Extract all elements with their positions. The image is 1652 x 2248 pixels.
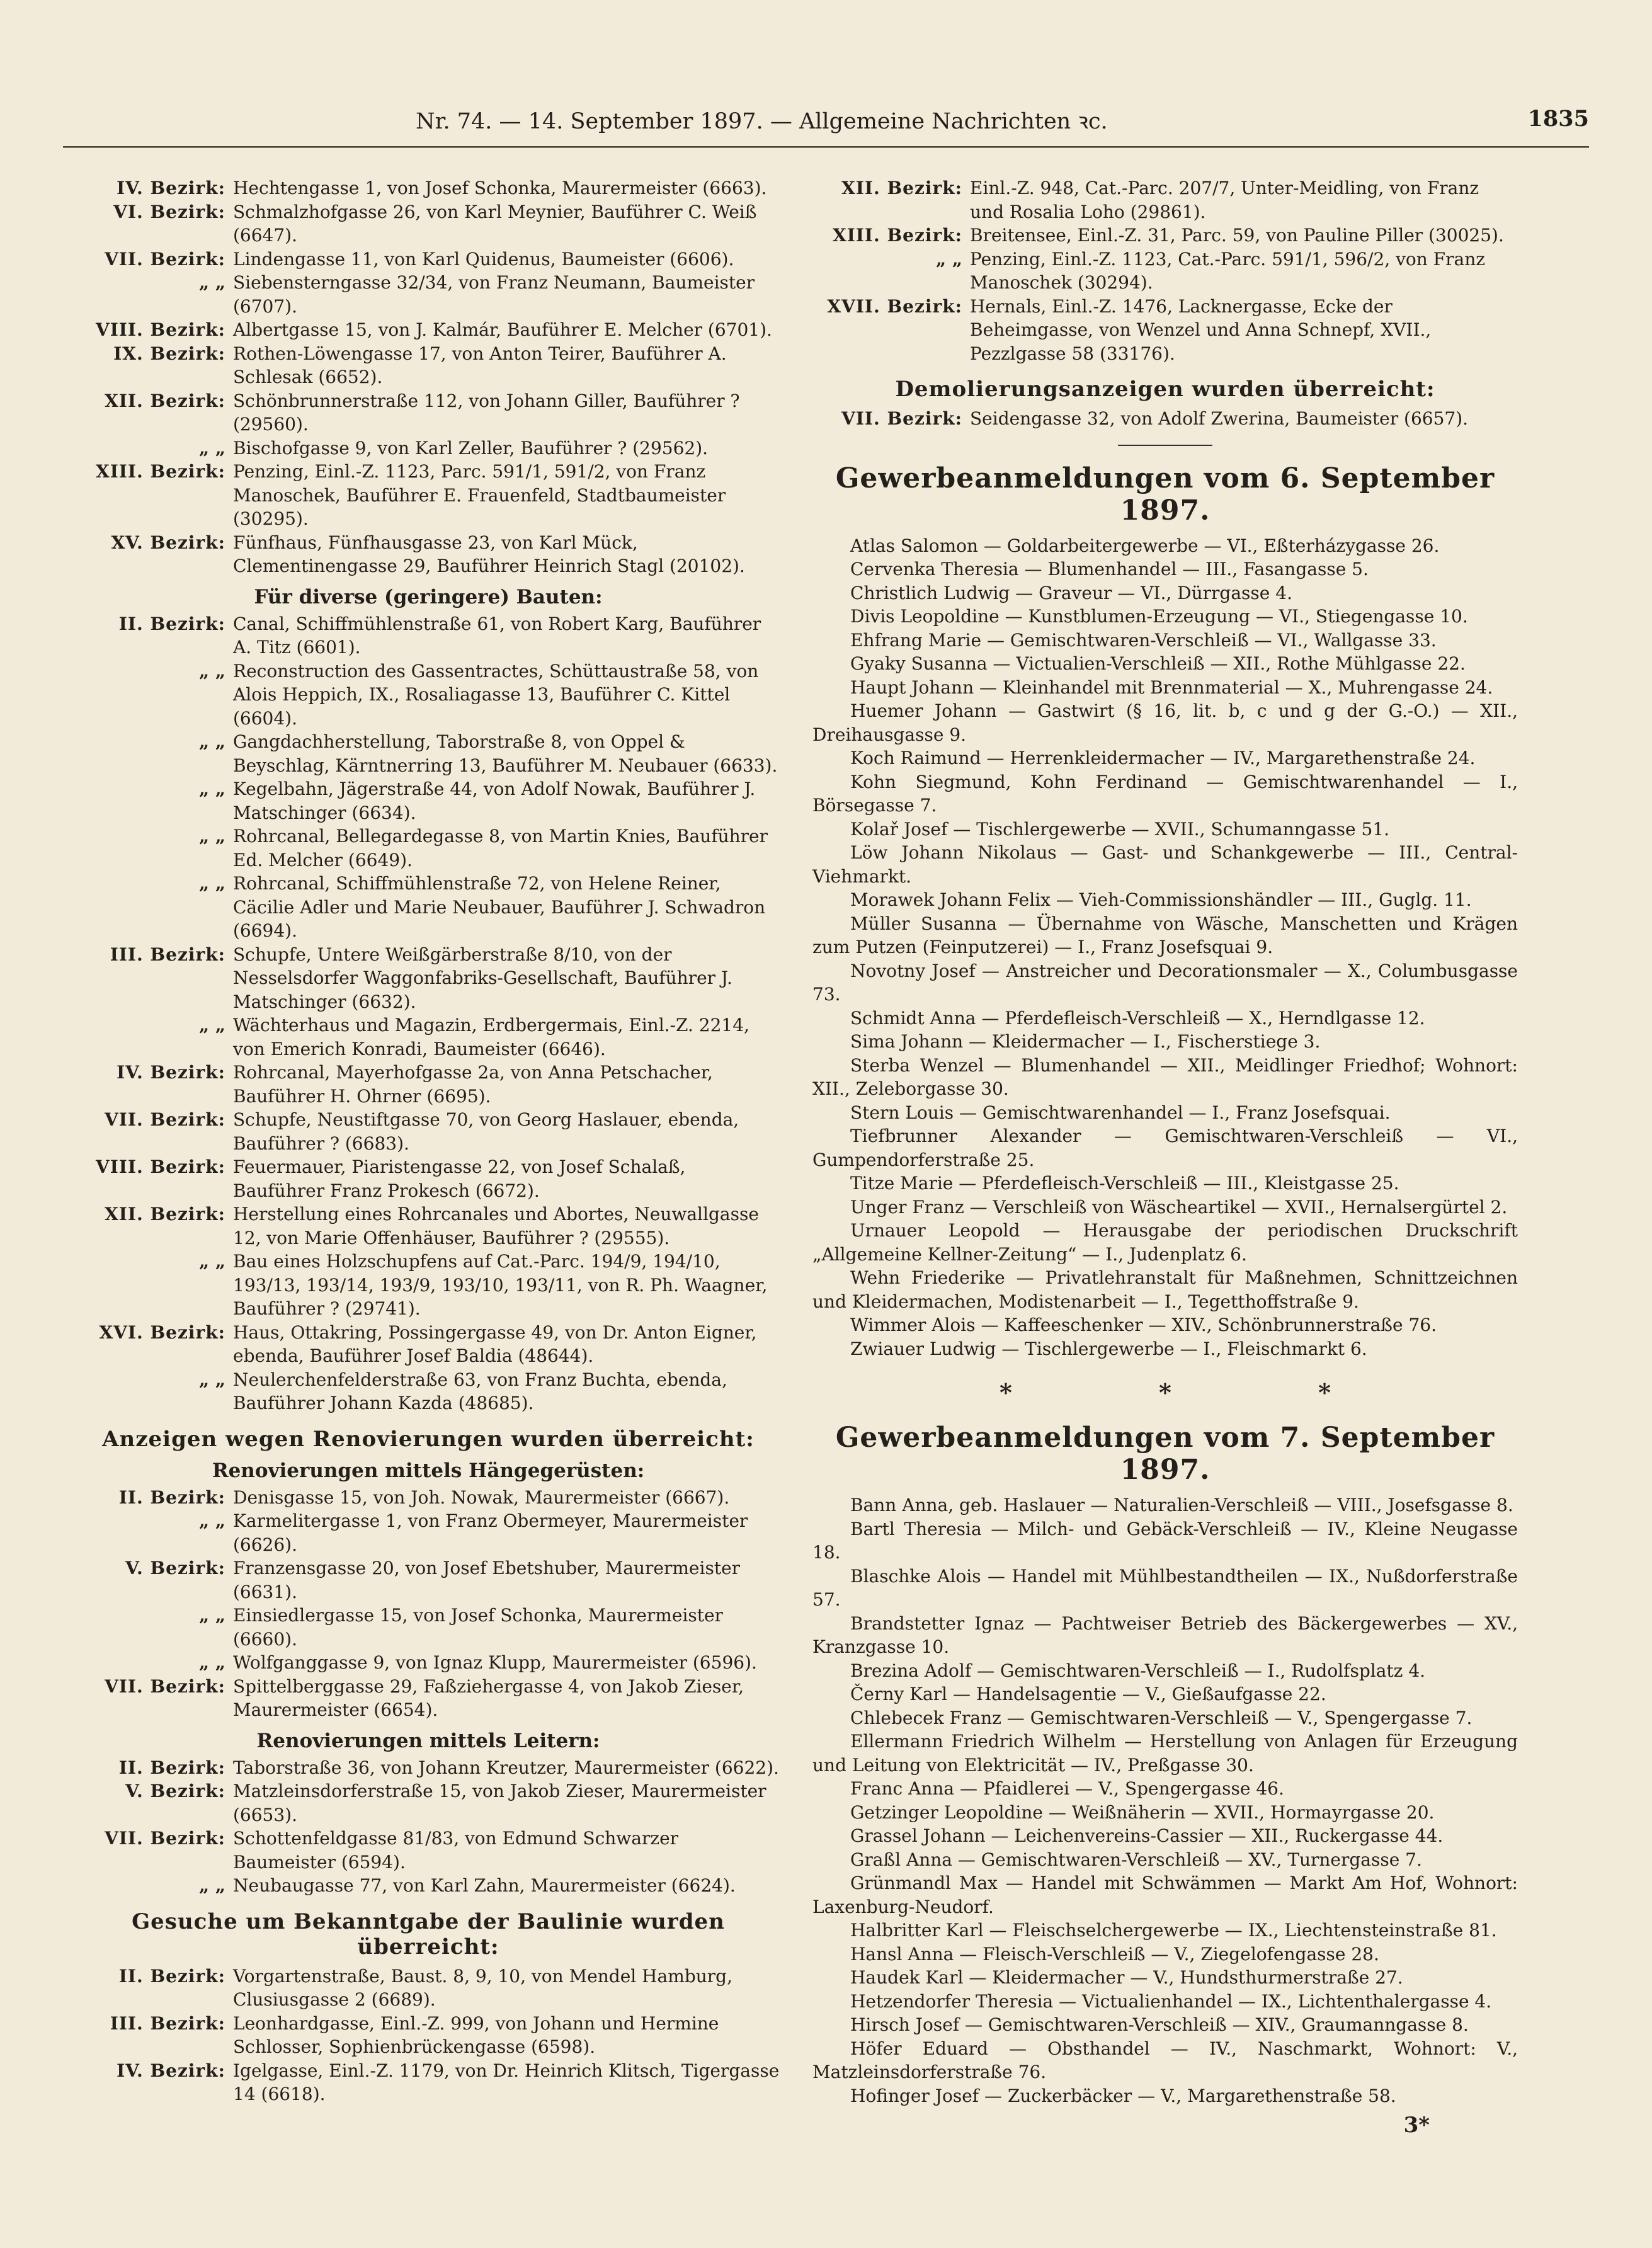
entry-text: Canal, Schiffmühlenstraße 61, von Robert Karg, Bauführer A. Titz (6601). <box>233 613 761 658</box>
register-entry <box>76 318 781 342</box>
header-rule <box>63 146 1589 153</box>
entry-text: Schönbrunnerstraße 112, von Johann Giller, Bauführer ? (29560). <box>233 390 740 435</box>
district-label: V. Bezirk: <box>125 1781 225 1801</box>
entry-text: Einsiedlergasse 15, von Josef Schonka, Maurermeister (6660). <box>233 1605 723 1650</box>
trade-registration: Novotny Josef — Anstreicher und Decorationsmaler — X., Columbusgasse 73. <box>812 960 1518 1005</box>
entry-text: Neulerchenfelderstraße 63, von Franz Buchta, ebenda, Bauführer Johann Kazda (48685). <box>233 1369 727 1413</box>
entry-text: Neubaugasse 77, von Karl Zahn, Maurermeister (6624). <box>233 1875 736 1896</box>
register-entry <box>76 1013 781 1061</box>
entry-text: Vorgartenstraße, Baust. 8, 9, 10, von Mendel Hamburg, Clusiusgasse 2 (6689). <box>233 1965 732 2010</box>
district-label: „ „ <box>199 437 225 459</box>
district-label: VI. Bezirk: <box>113 201 225 222</box>
register-entry <box>76 730 781 777</box>
entry-text: Taborstraße 36, von Johann Kreutzer, Maurermeister (6622). <box>233 1757 779 1778</box>
trade-registration: Hetzendorfer Theresia — Victualienhandel — IX., Lichtenthalergasse 4. <box>850 1990 1492 2012</box>
register-entry <box>812 407 1518 431</box>
entry-text: Rothen-Löwengasse 17, von Anton Teirer, Bauführer A. Schlesak (6652). <box>233 343 727 387</box>
left-entries-d <box>76 1756 781 1898</box>
right-entries-a <box>812 176 1518 365</box>
trade-registration: Bartl Theresia — Milch- und Gebäck-Verschleiß — IV., Kleine Neugasse 18. <box>812 1518 1518 1563</box>
left-entries-b <box>76 612 781 1415</box>
district-label: „ „ <box>199 731 225 752</box>
register-entry <box>76 176 781 200</box>
register-entry <box>76 1155 781 1202</box>
trade-registration: Morawek Johann Felix — Vieh-Commissionshändler — III., Guglg. 11. <box>850 889 1472 910</box>
register-entry <box>76 943 781 1014</box>
register-entry <box>76 1965 781 2012</box>
district-label: XII. Bezirk: <box>105 1204 225 1224</box>
left-entries-e <box>76 1965 781 2106</box>
trade-registration: Titze Marie — Pferdefleisch-Verschleiß — III., Kleistgasse 25. <box>850 1173 1399 1194</box>
trade-registration: Löw Johann Nikolaus — Gast- und Schankgewerbe — III., Central-Viehmarkt. <box>812 842 1518 887</box>
trade-registration: Brandstetter Ignaz — Pachtweiser Betrieb des Bäckergewerbes — XV., Kranzgasse 10. <box>812 1612 1518 1657</box>
trade-registration: Koch Raimund — Herrenkleidermacher — IV., Margarethenstraße 24. <box>850 748 1476 768</box>
district-label: „ „ <box>199 873 225 894</box>
entry-text: Hernals, Einl.-Z. 1476, Lacknergasse, Ecke der Beheimgasse, von Wenzel und Anna Schnepf, XVII., Pezzlgasse 58 (33176). <box>970 295 1432 364</box>
register-entry <box>76 436 781 460</box>
register-entry <box>76 1756 781 1780</box>
heading-gewerbe-7-sept: Gewerbeanmeldungen vom 7. September 1897. <box>835 1422 1495 1486</box>
register-entry <box>812 248 1518 295</box>
district-label: III. Bezirk: <box>110 2012 225 2034</box>
header-title: Nr. 74. — 14. September 1897. — Allgemeine Nachrichten ꝛc. <box>416 109 1108 134</box>
register-entry <box>76 200 781 248</box>
entry-text: Penzing, Einl.-Z. 1123, Parc. 591/1, 591/2, von Franz Manoschek, Bauführer E. Frauenfeld, Stadtbaumeister (30295). <box>233 461 726 529</box>
page-number: 1835 <box>1527 106 1589 132</box>
district-label: „ „ <box>199 1652 225 1673</box>
register-entry <box>76 1061 781 1108</box>
trade-registration: Haupt Johann — Kleinhandel mit Brennmaterial — X., Muhrengasse 24. <box>850 676 1493 698</box>
entry-text: Rohrcanal, Schiffmühlenstraße 72, von Helene Reiner, Cäcilie Adler und Marie Neubauer, Bauführer J. Schwadron (6694). <box>233 873 766 941</box>
district-label: „ „ <box>199 1510 225 1531</box>
entry-text: Spittelberggasse 29, Faßziehergasse 4, von Jakob Zieser, Maurermeister (6654). <box>233 1675 744 1720</box>
district-label: XV. Bezirk: <box>111 532 225 553</box>
trade-registration: Brezina Adolf — Gemischtwaren-Verschleiß — I., Rudolfsplatz 4. <box>850 1660 1426 1681</box>
entry-text: Schottenfeldgasse 81/83, von Edmund Schwarzer Baumeister (6594). <box>233 1828 679 1873</box>
entry-text: Fünfhaus, Fünfhausgasse 23, von Karl Mück, Clementinengasse 29, Bauführer Heinrich Stagl (20102). <box>233 532 745 576</box>
register-entry <box>76 1108 781 1155</box>
district-label: „ „ <box>936 248 962 270</box>
register-entry <box>76 2059 781 2106</box>
entry-text: Breitensee, Einl.-Z. 31, Parc. 59, von Pauline Piller (30025). <box>970 225 1504 246</box>
right-column <box>812 176 1518 2138</box>
trade-registration: Höfer Eduard — Obsthandel — IV., Naschmarkt, Wohnort: V., Matzleinsdorferstraße 76. <box>812 2038 1518 2082</box>
district-label: V. Bezirk: <box>125 1558 225 1578</box>
entry-text: Rohrcanal, Bellegardegasse 8, von Martin Knies, Bauführer Ed. Melcher (6649). <box>233 826 768 870</box>
district-label: XIII. Bezirk: <box>95 461 225 482</box>
register-entry <box>76 872 781 943</box>
trade-registration: Cervenka Theresia — Blumenhandel — III., Fasangasse 5. <box>850 559 1369 579</box>
register-entry <box>76 1604 781 1651</box>
trade-registration: Chlebecek Franz — Gemischtwaren-Verschleiß — V., Spengergasse 7. <box>850 1707 1473 1728</box>
district-label: XVII. Bezirk: <box>827 295 962 317</box>
district-label: II. Bezirk: <box>118 613 225 634</box>
entry-text: Hechtengasse 1, von Josef Schonka, Maurermeister (6663). <box>233 178 767 198</box>
trade-registration: Hofinger Josef — Zuckerbäcker — V., Margarethenstraße 58. <box>850 2085 1396 2106</box>
gewerbe-6-list <box>812 534 1518 1361</box>
register-entry <box>76 1827 781 1874</box>
district-label: II. Bezirk: <box>118 1965 225 1987</box>
register-entry <box>76 2012 781 2059</box>
district-label: XII. Bezirk: <box>841 178 962 198</box>
register-entry <box>76 342 781 389</box>
trade-registration: Černy Karl — Handelsagentie — V., Gießaufgasse 22. <box>850 1684 1326 1704</box>
register-entry <box>76 1486 781 1510</box>
trade-registration: Wehn Friederike — Privatlehranstalt für Maßnehmen, Schnittzeichnen und Kleidermachen, Modistenarbeit — I., Tegetthoffstraße 9. <box>812 1267 1518 1312</box>
right-entries-b <box>812 407 1518 431</box>
entry-text: Seidengasse 32, von Adolf Zwerina, Baumeister (6657). <box>970 408 1469 429</box>
gewerbe-7-list <box>812 1493 1518 2108</box>
district-label: VII. Bezirk: <box>105 1828 225 1849</box>
register-entry <box>76 271 781 318</box>
district-label: IV. Bezirk: <box>117 178 225 198</box>
trade-registration: Kohn Siegmund, Kohn Ferdinand — Gemischtwarenhandel — I., Börsegasse 7. <box>812 771 1518 816</box>
trade-registration: Zwiauer Ludwig — Tischlergewerbe — I., Fleischmarkt 6. <box>850 1338 1367 1359</box>
district-label: VIII. Bezirk: <box>95 319 225 340</box>
trade-registration: Wimmer Alois — Kaffeeschenker — XIV., Schönbrunnerstraße 76. <box>850 1315 1437 1335</box>
trade-registration: Graßl Anna — Gemischtwaren-Verschleiß — XV., Turnergasse 7. <box>850 1849 1422 1870</box>
district-label: III. Bezirk: <box>110 944 225 965</box>
trade-registration: Tiefbrunner Alexander — Gemischtwaren-Verschleiß — VI., Gumpendorferstraße 25. <box>812 1126 1518 1170</box>
entry-text: Schupfe, Untere Weißgärberstraße 8/10, von der Nesselsdorfer Waggonfabriks-Gesellschaft, Bauführer J. Matschinger (6632). <box>233 944 732 1012</box>
register-entry <box>76 1675 781 1722</box>
register-entry <box>76 824 781 872</box>
entry-text: Kegelbahn, Jägerstraße 44, von Adolf Nowak, Bauführer J. Matschinger (6634). <box>233 779 756 823</box>
district-label: „ „ <box>199 272 225 293</box>
entry-text: Franzensgasse 20, von Josef Ebetshuber, Maurermeister (6631). <box>233 1558 741 1602</box>
section-divider <box>1118 445 1212 446</box>
register-entry <box>76 531 781 578</box>
trade-registration: Hansl Anna — Fleisch-Verschleiß — V., Ziegelofengasse 28. <box>850 1943 1379 1965</box>
entry-text: Gangdachherstellung, Taborstraße 8, von Oppel & Beyschlag, Kärntnerring 13, Bauführer M. Neubauer (6633). <box>233 731 778 776</box>
trade-registration: Hirsch Josef — Gemischtwaren-Verschleiß — XIV., Graumanngasse 8. <box>850 2014 1469 2035</box>
district-label: VIII. Bezirk: <box>95 1156 225 1177</box>
register-entry <box>812 224 1518 248</box>
entry-text: Einl.-Z. 948, Cat.-Parc. 207/7, Unter-Meidling, von Franz und Rosalia Loho (29861). <box>970 178 1479 222</box>
register-entry <box>76 777 781 824</box>
entry-text: Schmalzhofgasse 26, von Karl Meynier, Bauführer C. Weiß (6647). <box>233 201 757 246</box>
trade-registration: Getzinger Leopoldine — Weißnäherin — XVII., Hormayrgasse 20. <box>850 1801 1435 1823</box>
entry-text: Bischofgasse 9, von Karl Zeller, Bauführer ? (29562). <box>233 437 709 459</box>
entry-text: Penzing, Einl.-Z. 1123, Cat.-Parc. 591/1, 596/2, von Franz Manoschek (30294). <box>970 248 1485 293</box>
left-column <box>76 176 781 2106</box>
trade-registration: Müller Susanna — Übernahme von Wäsche, Manschetten und Krägen zum Putzen (Feinputzerei) — I., Franz Josefsquai 9. <box>812 913 1518 957</box>
district-label: „ „ <box>199 779 225 799</box>
register-entry <box>76 1556 781 1604</box>
trade-registration: Halbritter Karl — Fleischselchergewerbe — IX., Liechtensteinstraße 81. <box>850 1920 1497 1941</box>
register-entry <box>76 248 781 271</box>
district-label: II. Bezirk: <box>118 1757 225 1778</box>
district-label: „ „ <box>199 1875 225 1896</box>
entry-text: Feuermauer, Piaristengasse 22, von Josef Schalaß, Bauführer Franz Prokesch (6672). <box>233 1156 686 1201</box>
district-label: VII. Bezirk: <box>841 408 962 429</box>
district-label: IV. Bezirk: <box>117 1062 225 1083</box>
entry-text: Igelgasse, Einl.-Z. 1179, von Dr. Heinrich Klitsch, Tigergasse 14 (6618). <box>233 2060 780 2104</box>
trade-registration: Ehfrang Marie — Gemischtwaren-Verschleiß — VI., Wallgasse 33. <box>850 629 1437 651</box>
trade-registration: Bann Anna, geb. Haslauer — Naturalien-Verschleiß — VIII., Josefsgasse 8. <box>850 1495 1513 1515</box>
stars-divider: * * * <box>999 1378 1401 1406</box>
district-label: „ „ <box>199 1369 225 1390</box>
register-entry <box>76 1368 781 1415</box>
heading-gewerbe-6-sept: Gewerbeanmeldungen vom 6. September 1897. <box>835 462 1495 527</box>
entry-text: Lindengasse 11, von Karl Quidenus, Baumeister (6606). <box>233 248 734 270</box>
entry-text: Herstellung eines Rohrcanales und Abortes, Neuwallgasse 12, von Marie Offenhäuser, Bauführer ? (29555). <box>233 1204 759 1248</box>
district-label: VII. Bezirk: <box>105 1675 225 1697</box>
entry-text: Denisgasse 15, von Joh. Nowak, Maurermeister (6667). <box>233 1486 730 1508</box>
district-label: XVI. Bezirk: <box>99 1321 225 1343</box>
left-entries-c <box>76 1486 781 1722</box>
subheading-haengegerueste: Renovierungen mittels Hängegerüsten: <box>212 1459 645 1482</box>
page-header <box>126 106 1589 144</box>
signature-mark: 3* <box>1403 2113 1430 2138</box>
entry-text: Albertgasse 15, von J. Kalmár, Bauführer E. Melcher (6701). <box>233 319 772 340</box>
district-label: XII. Bezirk: <box>105 390 225 411</box>
district-label: IX. Bezirk: <box>113 343 225 364</box>
trade-registration: Ellermann Friedrich Wilhelm — Herstellung von Anlagen für Erzeugung und Leitung von Elektricität — IV., Preßgasse 30. <box>812 1731 1518 1776</box>
trade-registration: Sterba Wenzel — Blumenhandel — XII., Meidlinger Friedhof; Wohnort: XII., Zeleborgasse 30. <box>812 1054 1518 1099</box>
entry-text: Leonhardgasse, Einl.-Z. 999, von Johann und Hermine Schlosser, Sophienbrückengasse (6598). <box>233 2012 719 2057</box>
trade-registration: Grünmandl Max — Handel mit Schwämmen — Markt Am Hof, Wohnort: Laxenburg-Neudorf. <box>812 1873 1518 1917</box>
register-entry <box>76 1651 781 1675</box>
trade-registration: Kolař Josef — Tischlergewerbe — XVII., Schumanngasse 51. <box>850 818 1390 840</box>
heading-diverse-bauten: Für diverse (geringere) Bauten: <box>254 585 603 608</box>
register-entry <box>812 295 1518 366</box>
district-label: „ „ <box>199 1015 225 1036</box>
trade-registration: Stern Louis — Gemischtwarenhandel — I., Franz Josefsquai. <box>850 1102 1391 1123</box>
register-entry <box>76 1321 781 1368</box>
register-entry <box>76 1779 781 1827</box>
register-entry <box>76 460 781 531</box>
entry-text: Siebensterngasse 32/34, von Franz Neumann, Baumeister (6707). <box>233 272 755 317</box>
trade-registration: Grassel Johann — Leichenvereins-Cassier — XII., Ruckergasse 44. <box>850 1825 1444 1846</box>
entry-text: Karmelitergasse 1, von Franz Obermeyer, Maurermeister (6626). <box>233 1510 748 1555</box>
heading-renovierungen: Anzeigen wegen Renovierungen wurden überreicht: <box>102 1426 755 1452</box>
district-label: „ „ <box>199 1605 225 1626</box>
entry-text: Rohrcanal, Mayerhofgasse 2a, von Anna Petschacher, Bauführer H. Ohrner (6695). <box>233 1062 713 1107</box>
entry-text: Matzleinsdorferstraße 15, von Jakob Zieser, Maurermeister (6653). <box>233 1781 766 1825</box>
register-entry <box>76 1509 781 1556</box>
trade-registration: Urnauer Leopold — Herausgabe der periodischen Druckschrift „Allgemeine Kellner-Zeitung“ — I., Judenplatz 6. <box>812 1220 1518 1265</box>
trade-registration: Haudek Karl — Kleidermacher — V., Hundsthurmerstraße 27. <box>850 1967 1403 1988</box>
entry-text: Reconstruction des Gassentractes, Schüttaustraße 58, von Alois Heppich, IX., Rosaliagasse 13, Bauführer C. Kittel (6604). <box>233 660 759 729</box>
register-entry <box>76 612 781 659</box>
heading-demolierungen: Demolierungsanzeigen wurden überreicht: <box>895 377 1435 402</box>
trade-registration: Divis Leopoldine — Kunstblumen-Erzeugung — VI., Stiegengasse 10. <box>850 606 1468 627</box>
entry-text: Haus, Ottakring, Possingergasse 49, von Dr. Anton Eigner, ebenda, Bauführer Josef Baldia (48644). <box>233 1321 757 1366</box>
district-label: „ „ <box>199 1251 225 1272</box>
left-entries-a <box>76 176 781 578</box>
heading-baulinie: Gesuche um Bekanntgabe der Baulinie wurden überreicht: <box>132 1909 725 1960</box>
district-label: VII. Bezirk: <box>105 248 225 270</box>
entry-text: Wolfganggasse 9, von Ignaz Klupp, Maurermeister (6596). <box>233 1652 757 1673</box>
trade-registration: Blaschke Alois — Handel mit Mühlbestandtheilen — IX., Nußdorferstraße 57. <box>812 1565 1518 1610</box>
trade-registration: Franc Anna — Pfaidlerei — V., Spengergasse 46. <box>850 1778 1284 1799</box>
subheading-leitern: Renovierungen mittels Leitern: <box>256 1729 600 1752</box>
trade-registration: Huemer Johann — Gastwirt (§ 16, lit. b, c und g der G.-O.) — XII., Dreihausgasse 9. <box>812 700 1518 745</box>
district-label: II. Bezirk: <box>118 1486 225 1508</box>
trade-registration: Schmidt Anna — Pferdefleisch-Verschleiß — X., Herndlgasse 12. <box>850 1007 1425 1029</box>
register-entry <box>76 1874 781 1898</box>
trade-registration: Christlich Ludwig — Graveur — VI., Dürrgasse 4. <box>850 582 1292 603</box>
trade-registration: Unger Franz — Verschleiß von Wäscheartikel — XVII., Hernalsergürtel 2. <box>850 1196 1508 1218</box>
register-entry <box>812 176 1518 224</box>
entry-text: Schupfe, Neustiftgasse 70, von Georg Haslauer, ebenda, Bauführer ? (6683). <box>233 1109 739 1154</box>
entry-text: Wächterhaus und Magazin, Erdbergermais, Einl.-Z. 2214, von Emerich Konradi, Baumeister (6646). <box>233 1015 749 1059</box>
district-label: „ „ <box>199 826 225 847</box>
district-label: VII. Bezirk: <box>105 1109 225 1130</box>
district-label: IV. Bezirk: <box>117 2060 225 2081</box>
register-entry <box>76 1202 781 1250</box>
register-entry <box>76 659 781 731</box>
trade-registration: Sima Johann — Kleidermacher — I., Fischerstiege 3. <box>850 1031 1321 1052</box>
register-entry <box>76 389 781 436</box>
district-label: „ „ <box>199 660 225 682</box>
trade-registration: Atlas Salomon — Goldarbeitergewerbe — VI., Eßterházygasse 26. <box>850 535 1440 556</box>
district-label: XIII. Bezirk: <box>832 225 962 246</box>
register-entry <box>76 1250 781 1321</box>
trade-registration: Gyaky Susanna — Victualien-Verschleiß — XII., Rothe Mühlgasse 22. <box>850 653 1466 674</box>
entry-text: Bau eines Holzschupfens auf Cat.-Parc. 194/9, 194/10, 193/13, 193/14, 193/9, 193/10, 193/11, von R. Ph. Waagner, Bauführer ? (29741). <box>233 1251 768 1319</box>
